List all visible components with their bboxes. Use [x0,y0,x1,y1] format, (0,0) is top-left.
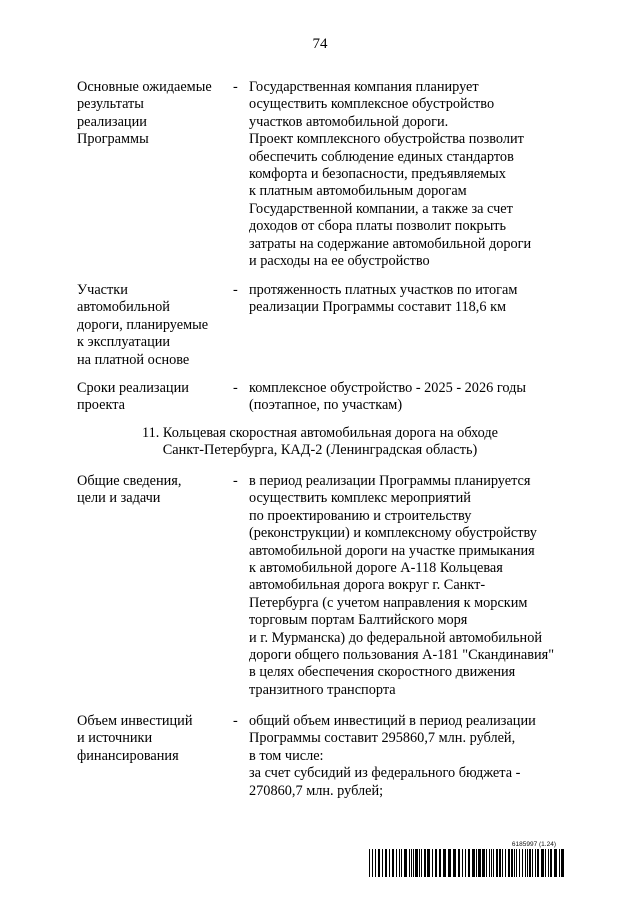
value-line: (реконструкции) и комплексному обустройству [249,525,537,542]
label-line: Участки [77,282,128,298]
row-label [77,473,227,508]
value-line: в период реализации Программы планируется [249,473,531,489]
row-value [249,380,579,415]
value-line: осуществить комплексное обустройство [249,96,495,113]
value-line: Петербурга (с учетом направления к морским [249,594,528,611]
row-label [77,282,227,369]
row-dash: - [233,282,238,298]
label-line: Программы [77,131,149,148]
value-line: за счет субсидий из федерального бюджета - [249,765,521,782]
value-line: затраты на содержание автомобильной дороги [249,235,532,252]
label-line: и источники [77,730,153,747]
value-line: реализации Программы составит 118,6 км [249,299,507,316]
label-line: на платной основе [77,351,190,368]
value-line: к платным автомобильным дорогам [249,183,467,200]
barcode-number: 6185997 (1.24) [511,841,556,848]
value-line: к автомобильной дороге А-118 Кольцевая [249,560,503,577]
value-line: и расходы на ее обустройство [249,253,430,270]
value-line: общий объем инвестиций в период реализации [249,713,536,729]
row-dash: - [233,380,238,396]
value-line: Государственная компания планирует [249,79,479,95]
row-dash: - [233,473,238,489]
value-line: автомобильная дорога вокруг г. Санкт- [249,577,486,594]
label-line: цели и задачи [77,490,161,507]
value-line: протяженность платных участков по итогам [249,282,518,298]
row-value [249,79,579,270]
value-line: обеспечить соблюдение единых стандартов [249,148,514,165]
label-line: Объем инвестиций [77,713,193,729]
label-line: финансирования [77,747,179,764]
label-line: Сроки реализации [77,380,189,396]
section-heading [0,425,640,460]
value-line: осуществить комплекс мероприятий [249,490,471,507]
label-line: результаты [77,96,144,113]
row-dash: - [233,79,238,95]
row-label [77,713,227,765]
heading-line: Санкт-Петербурга, КАД-2 (Ленинградская область) [162,442,478,459]
label-line: автомобильной [77,299,170,316]
value-line: участков автомобильной дороги. [249,113,449,130]
value-line: (поэтапное, по участкам) [249,397,403,414]
value-line: транзитного транспорта [249,681,396,698]
value-line: по проектированию и строительству [249,507,472,524]
value-line: торговым портам Балтийского моря [249,612,468,629]
value-line: Программы составит 295860,7 млн. рублей, [249,730,516,747]
label-line: проекта [77,397,125,414]
value-line: в целях обеспечения скоростного движения [249,664,516,681]
row-label [77,380,227,415]
value-line: в том числе: [249,747,324,764]
value-line: доходов от сбора платы позволит покрыть [249,218,507,235]
value-line: автомобильной дороги на участке примыкания [249,542,535,559]
row-value [249,282,579,317]
barcode-icon [369,849,565,877]
row-label [77,79,227,149]
label-line: реализации [77,113,147,130]
label-line: к эксплуатации [77,334,171,351]
value-line: Проект комплексного обустройства позволит [249,131,524,148]
label-line: дороги, планируемые [77,316,209,333]
value-line: комплексное обустройство - 2025 - 2026 годы [249,380,526,396]
page-number: 74 [312,36,328,52]
row-value [249,473,579,699]
row-value [249,713,579,800]
value-line: комфорта и безопасности, предъявляемых [249,166,506,183]
label-line: Общие сведения, [77,473,182,489]
value-line: и г. Мурманска) до федеральной автомобильной [249,629,543,646]
heading-line: 11. Кольцевая скоростная автомобильная дорога на обходе [141,425,499,441]
row-dash: - [233,713,238,729]
value-line: 270860,7 млн. рублей; [249,782,384,799]
value-line: дороги общего пользования А-181 "Скандинавия" [249,647,555,664]
value-line: Государственной компании, а также за счет [249,200,513,217]
label-line: Основные ожидаемые [77,79,212,95]
